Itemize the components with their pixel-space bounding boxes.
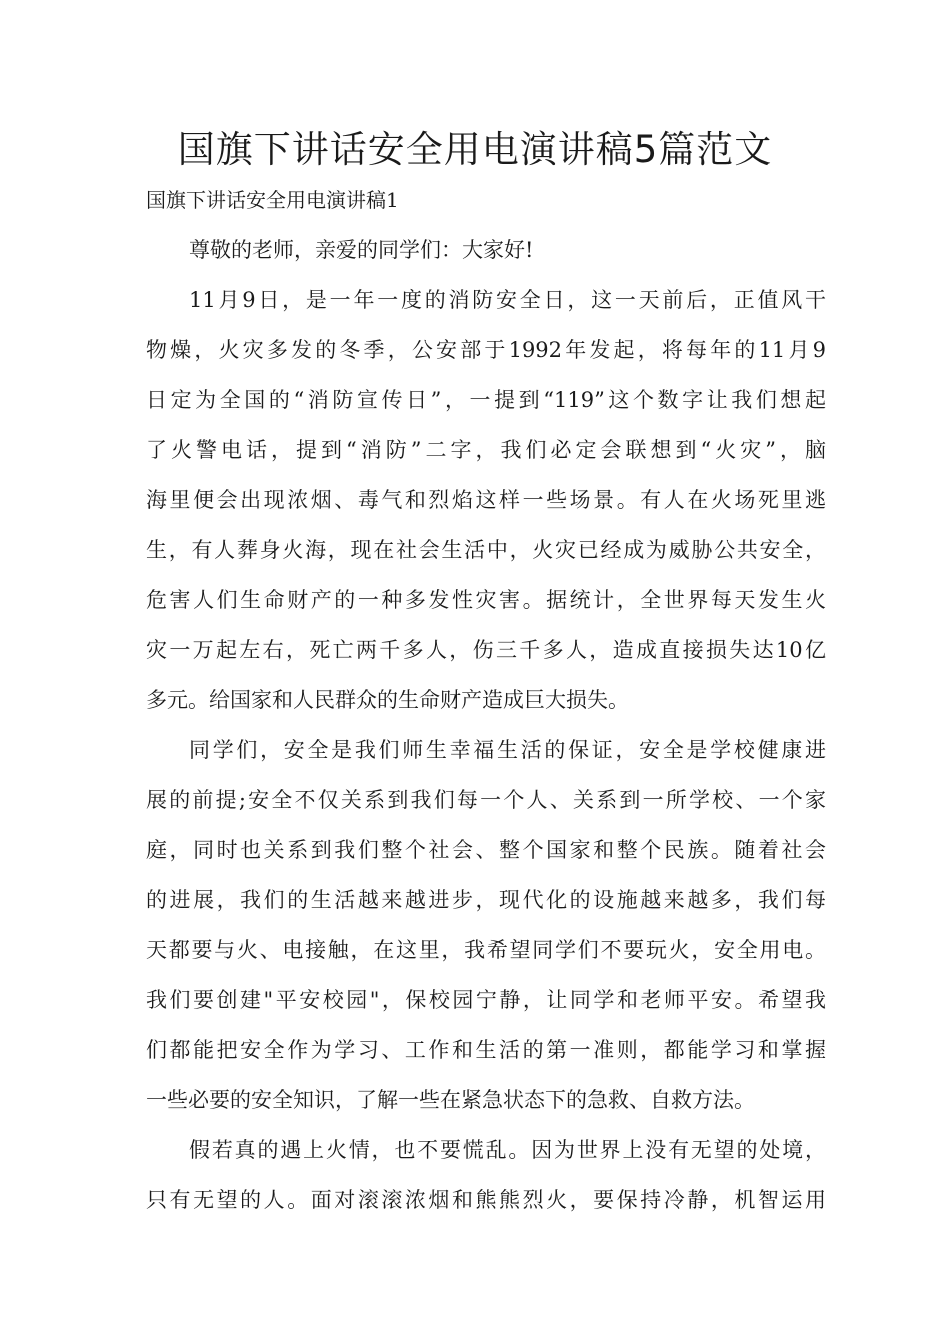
paragraph-line: 多元。给国家和人民群众的生命财产造成巨大损失。 — [146, 688, 629, 712]
paragraph-line: 展的前提;安全不仅关系到我们每一个人、关系到一所学校、一个家 — [146, 788, 826, 812]
paragraph-line: 日定为全国的“消防宣传日”，一提到“119”这个数字让我们想起 — [146, 388, 826, 412]
document-title: 国旗下讲话安全用电演讲稿5篇范文 — [177, 128, 773, 171]
paragraph-line: 了火警电话，提到“消防”二字，我们必定会联想到“火灾”，脑 — [146, 438, 826, 462]
paragraph-line: 同学们，安全是我们师生幸福生活的保证，安全是学校健康进 — [189, 738, 826, 762]
paragraph-line: 假若真的遇上火情，也不要慌乱。因为世界上没有无望的处境， — [189, 1138, 826, 1162]
paragraph-line: 的进展，我们的生活越来越进步，现代化的设施越来越多，我们每 — [146, 888, 826, 912]
paragraph-line: 海里便会出现浓烟、毒气和烈焰这样一些场景。有人在火场死里逃 — [146, 488, 826, 512]
paragraph-line: 尊敬的老师，亲爱的同学们：大家好! — [189, 238, 534, 262]
paragraph-line: 灾一万起左右，死亡两千多人，伤三千多人，造成直接损失达10亿 — [146, 638, 826, 662]
paragraph-line: 庭，同时也关系到我们整个社会、整个国家和整个民族。随着社会 — [146, 838, 826, 862]
paragraph-line: 们都能把安全作为学习、工作和生活的第一准则，都能学习和掌握 — [146, 1038, 826, 1062]
paragraph-line: 我们要创建"平安校园"，保校园宁静，让同学和老师平安。希望我 — [146, 988, 826, 1012]
paragraph-line: 危害人们生命财产的一种多发性灾害。据统计，全世界每天发生火 — [146, 588, 826, 612]
paragraph-line: 一些必要的安全知识，了解一些在紧急状态下的急救、自救方法。 — [146, 1088, 755, 1112]
paragraph-line: 11月9日，是一年一度的消防安全日，这一天前后，正值风干 — [189, 288, 826, 312]
paragraph-line: 只有无望的人。面对滚滚浓烟和熊熊烈火，要保持冷静，机智运用 — [146, 1188, 826, 1212]
paragraph-line: 物燥，火灾多发的冬季，公安部于1992年发起，将每年的11月9 — [146, 338, 826, 362]
paragraph-line: 生，有人葬身火海，现在社会生活中，火灾已经成为威胁公共安全， — [146, 538, 826, 562]
paragraph-line: 天都要与火、电接触，在这里，我希望同学们不要玩火，安全用电。 — [146, 938, 826, 962]
section-heading: 国旗下讲话安全用电演讲稿1 — [146, 188, 399, 212]
